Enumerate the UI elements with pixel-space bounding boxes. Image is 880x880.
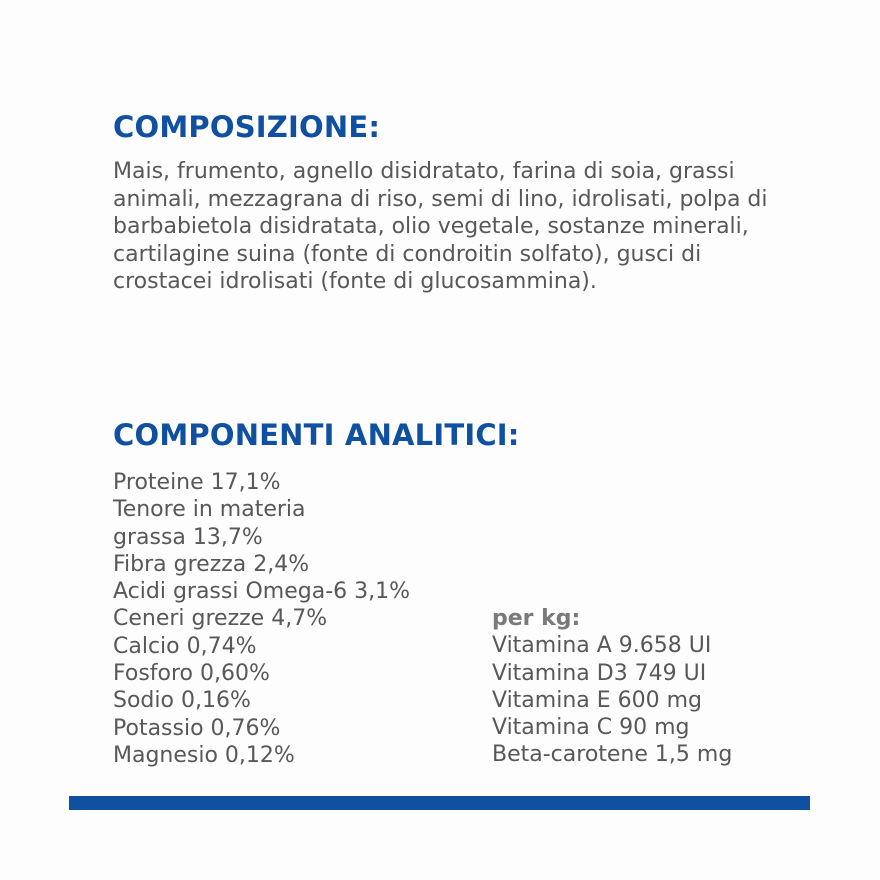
analytics-item-fiber: Fibra grezza 2,4% [113, 551, 310, 577]
analytics-item-fat-line1: Tenore in materia [113, 497, 306, 523]
composition-text: Mais, frumento, agnello disidratato, farina di soia, grassi animali, mezzagrana di riso, semi di lino, idrolisati, polpa di barbabietola disidratata, olio vegetale, sostanze minerali, cartilagine suina (fonte di condroitin solfato), gusci di crostacei idrolisati (fonte di glucosammina). [113, 159, 768, 294]
analytics-item-sodium: Sodio 0,16% [113, 688, 251, 714]
vitamin-item-e: Vitamina E 600 mg [492, 687, 703, 713]
vitamin-item-c: Vitamina C 90 mg [492, 715, 690, 741]
vitamin-item-a: Vitamina A 9.658 UI [492, 633, 712, 659]
vitamin-item-d3: Vitamina D3 749 UI [492, 660, 707, 686]
vitamin-item-beta-carotene: Beta-carotene 1,5 mg [492, 742, 733, 768]
composition-title: COMPOSIZIONE: [113, 110, 381, 144]
vitamins-heading: per kg: [492, 606, 581, 631]
analytics-item-potassium: Potassio 0,76% [113, 715, 281, 741]
analytics-item-calcium: Calcio 0,74% [113, 633, 257, 659]
analytics-item-omega6: Acidi grassi Omega-6 3,1% [113, 579, 411, 605]
analytics-item-protein: Proteine 17,1% [113, 470, 281, 495]
analytics-item-magnesium: Magnesio 0,12% [113, 742, 295, 768]
analytics-list [113, 469, 473, 769]
analytics-item-phosphorus: Fosforo 0,60% [113, 661, 270, 687]
analytics-item-fat-line2: grassa 13,7% [113, 524, 263, 550]
vitamins-list [492, 605, 822, 769]
analytics-item-ash: Ceneri grezze 4,7% [113, 606, 328, 632]
bottom-divider-bar [69, 796, 810, 810]
analytics-title: COMPONENTI ANALITICI: [113, 418, 520, 452]
